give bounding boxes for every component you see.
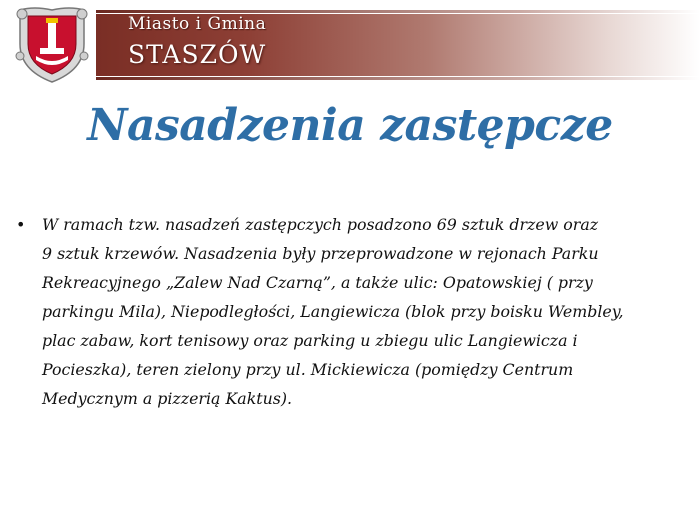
org-name-line2: STASZÓW (128, 40, 267, 69)
org-name-line1: Miasto i Gmina (128, 14, 267, 34)
bullet-text: W ramach tzw. nasadzeń zastępczych posadzono 69 sztuk drzew oraz 9 sztuk krzewów. Nasadzenia były przeprowadzone w rejonach Parku Rekreacyjnego „Zalew Nad Czarną”, a także ulic: Opatowskiej ( przy parkingu Mila), Niepodległości, Langiewicza (blok przy boisku Wembley, plac zabaw, kort tenisowy oraz parking u zbiegu ulic Langiewicza i Pocieszka), teren zielony przy ul. Mickiewicza (pomiędzy Centrum Medycznym a pizzerią Kaktus). (42, 215, 624, 408)
bullet-item (16, 210, 676, 413)
header-top-line (96, 10, 700, 13)
header-bottom-line (96, 77, 700, 80)
bullet-list (16, 210, 676, 413)
bullet-dot-icon: • (16, 215, 26, 234)
header-band (0, 0, 700, 82)
coat-of-arms-icon (14, 4, 90, 86)
slide-title: Nasadzenia zastępcze (87, 100, 613, 151)
